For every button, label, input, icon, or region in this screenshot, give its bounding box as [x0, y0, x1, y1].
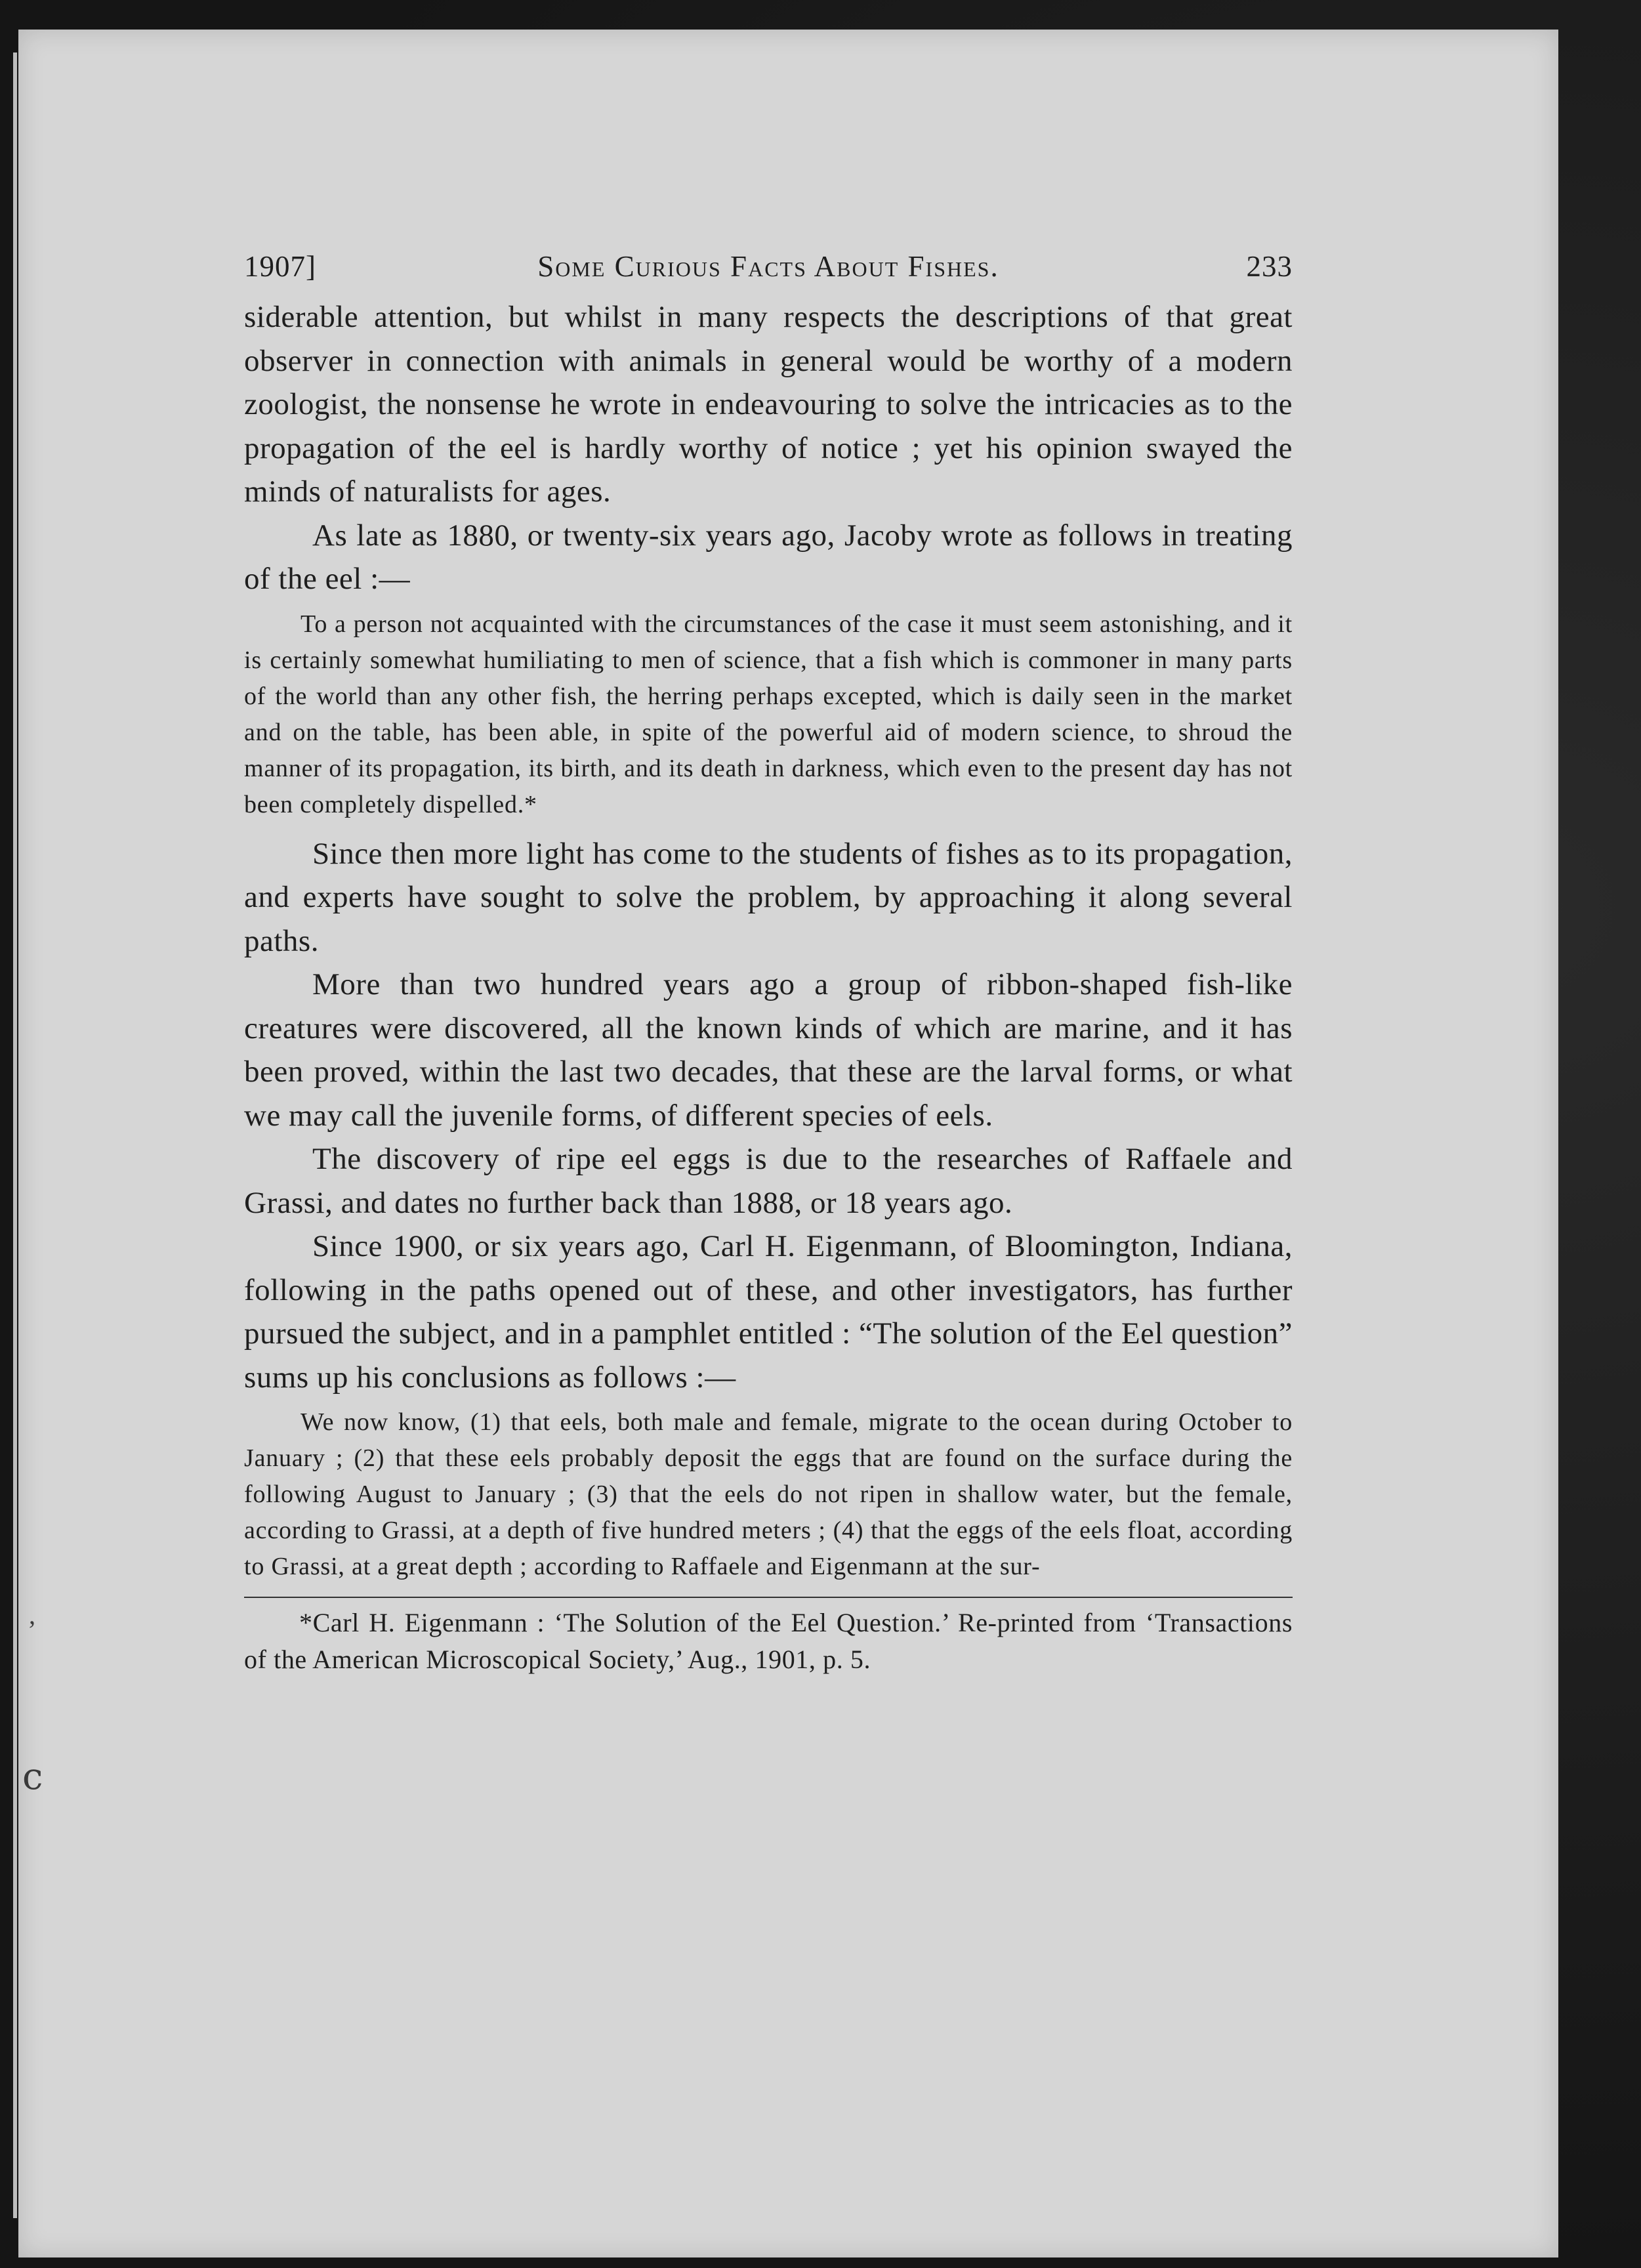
paragraph: Since then more light has come to the students of fishes as to its propagation, and experts have sought to solve the problem, by approaching it along several paths.: [244, 836, 1293, 958]
paragraph: As late as 1880, or twenty-six years ago, Jacoby wrote as follows in treating of the eel :—: [244, 518, 1293, 596]
paragraph: siderable attention, but whilst in many respects the descriptions of that great observer in connection with animals in general would be worthy of a modern zoologist, the nonsense he wrote in endeavouring to solve the intricacies as to the propagation of the eel is hardly worthy of notice ; yet his opinion swayed the minds of naturalists for ages.: [244, 300, 1293, 509]
block-quote: To a person not acquainted with the circumstances of the case it must seem astonishing, and it is certainly somewhat humiliating to men of science, that a fish which is commoner in many parts of the world than any other fish, the herring perhaps excepted, which is daily seen in the market and on the table, has been able, in spite of the powerful aid of modern science, to shroud the manner of its propagation, its birth, and its death in darkness, which even to the present day has not been completely dispelled.*: [244, 610, 1293, 818]
page-number: 233: [1246, 250, 1293, 283]
margin-mark: ⅽ: [22, 1757, 43, 1797]
block-quote: We now know, (1) that eels, both male and female, migrate to the ocean during October to January ; (2) that these eels probably deposit the eggs that are found on the surface during the following August to January ; (3) that the eels do not ripen in shallow water, but the female, according to Grassi, at a depth of five hundred meters ; (4) that the eggs of the eels float, according to Grassi, at a great depth ; according to Raffaele and Eigenmann at the sur-: [244, 1408, 1293, 1580]
page-text: [244, 243, 1293, 1678]
paragraph: Since 1900, or six years ago, Carl H. Eigenmann, of Bloomington, Indiana, following in the paths opened out of these, and other investigators, has further pursued the subject, and in a pamphlet entitled : “The solution of the Eel question” sums up his conclusions as follows :—: [244, 1229, 1293, 1395]
running-head-year: 1907]: [244, 250, 316, 283]
paragraph: The discovery of ripe eel eggs is due to the researches of Raffaele and Grassi, and dates no further back than 1888, or 18 years ago.: [244, 1142, 1293, 1220]
margin-mark: ’: [28, 1615, 37, 1645]
paragraph: More than two hundred years ago a group of ribbon-shaped fish-like creatures were discovered, all the known kinds of which are marine, and it has been proved, within the last two decades, that these are the larval forms, or what we may call the juvenile forms, of different species of eels.: [244, 967, 1293, 1133]
running-head: [244, 243, 1293, 295]
facing-page-edge: [13, 52, 17, 2218]
running-head-title: Some Curious Facts About Fishes.: [537, 250, 999, 283]
footnote: *Carl H. Eigenmann : ‘The Solution of the Eel Question.’ Re-printed from ‘Transactions of the American Microscopical Society,’ Aug., 1901, p. 5.: [244, 1608, 1293, 1674]
footnote-rule: [244, 1597, 1293, 1598]
